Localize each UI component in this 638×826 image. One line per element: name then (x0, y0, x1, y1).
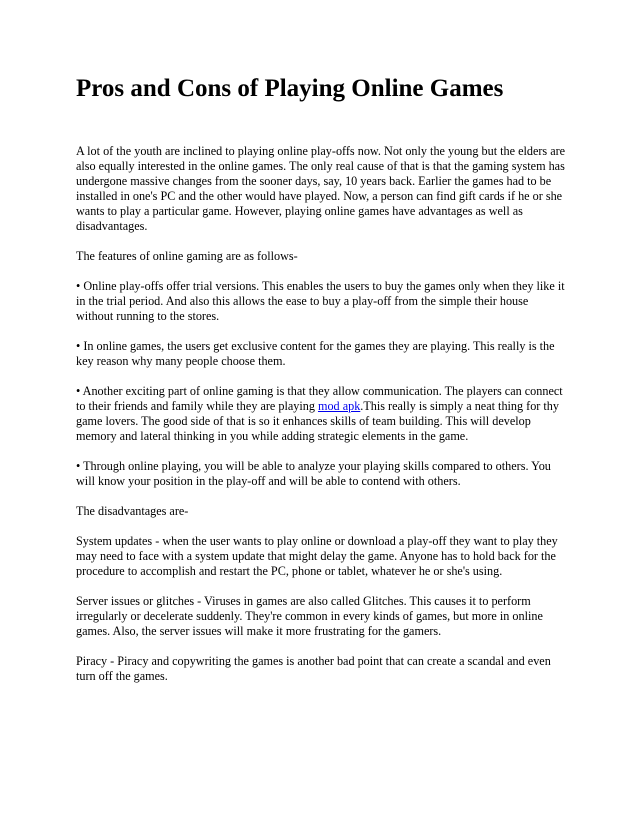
disadvantage-server-issues: Server issues or glitches - Viruses in games are also called Glitches. This causes it to perform irregularly or decelerate suddenly. They're common in every kinds of games, but more in online games. Also, the server issues will make it more frustrating for the gamers. (76, 594, 543, 638)
feature-bullet-trial-versions: • Online play-offs offer trial versions. This enables the users to buy the games only when they like it in the trial period. And also this allows the ease to buy a play-off from the simple their house without running to the stores. (76, 279, 565, 323)
disadvantage-system-updates: System updates - when the user wants to play online or download a play-off they want to play they may need to face with a system update that might delay the game. Anyone has to hold back for the procedure to accomplish and restart the PC, phone or tablet, whatever he or she's using. (76, 534, 558, 578)
disadvantages-heading: The disadvantages are- (76, 504, 189, 518)
feature-bullet-skill-analysis: • Through online playing, you will be able to analyze your playing skills compared to others. You will know your position in the play-off and will be able to contend with others. (76, 459, 551, 488)
features-heading: The features of online gaming are as follows- (76, 249, 298, 263)
feature-bullet-exclusive-content: • In online games, the users get exclusive content for the games they are playing. This really is the key reason why many people choose them. (76, 339, 555, 368)
bullet-text-after-link: .This really is simply a neat thing for thy game lovers. The good side of that is so it enhances skills of team building. This will develop memory and lateral thinking in you while adding strategic elements in the game. (76, 399, 559, 443)
intro-paragraph: A lot of the youth are inclined to playing online play-offs now. Not only the young but the elders are also equally interested in the online games. The only real cause of that is that the gaming system has undergone massive changes from the sooner days, say, 10 years back. Earlier the games had to be installed in one's PC and the other would have played. Now, a person can find gift cards if he or she wants to play a particular game. However, playing online games have advantages as well as disadvantages. (76, 144, 566, 233)
mod-apk-link[interactable]: mod apk (317, 399, 361, 413)
document-page (76, 74, 566, 699)
page-title: Pros and Cons of Playing Online Games (76, 75, 504, 102)
feature-bullet-communication (76, 384, 566, 444)
bullet-text-before-link: • Another exciting part of online gaming is that they allow communication. The players can connect to their friends and family while they are playing (76, 384, 563, 413)
disadvantage-piracy: Piracy - Piracy and copywriting the games is another bad point that can create a scandal and even turn off the games. (76, 654, 551, 683)
